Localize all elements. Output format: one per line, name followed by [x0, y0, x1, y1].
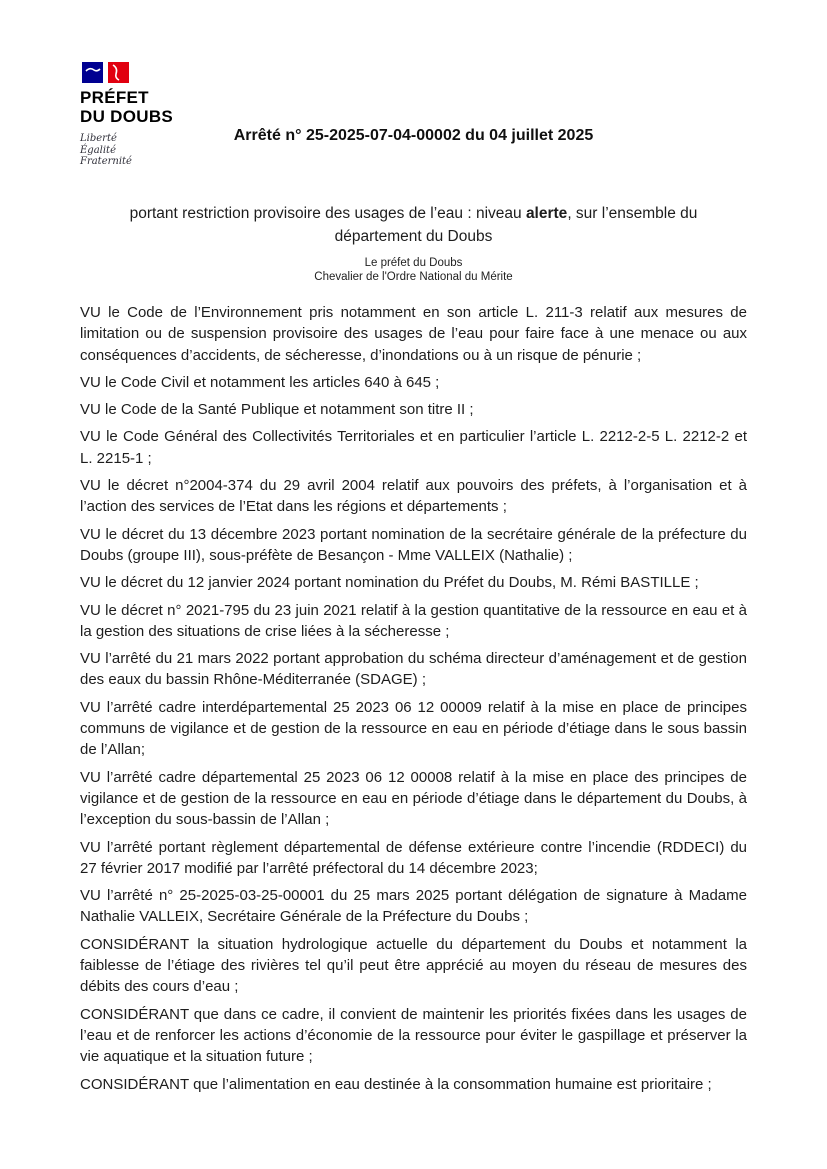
body-paragraph: VU l’arrêté cadre départemental 25 2023 06 12 00008 relatif à la mise en place des principes de vigilance et de gestion de la ressource en eau en période d’étiage dans le département du Doubs, à l’exception du sous-bassin de l’Allan ;: [80, 768, 747, 829]
body-paragraph: VU le Code Général des Collectivités Territoriales et en particulier l’article L. 2212-2-5 L. 2212-2 et L. 2215-1 ;: [80, 428, 747, 467]
subtitle-text-before: portant restriction provisoire des usages de l’eau : niveau: [129, 205, 526, 222]
document-title: Arrêté n° 25-2025-07-04-00002 du 04 juillet 2025: [233, 127, 594, 144]
issuer-distinction: Chevalier de l'Ordre National du Mérite: [314, 271, 513, 283]
motto-line-liberte: Liberté: [80, 133, 117, 144]
document-subtitle: [93, 202, 734, 248]
issuer-title: Le préfet du Doubs: [364, 257, 463, 269]
body-paragraph: VU le Code Civil et notamment les articles 640 à 645 ;: [80, 373, 440, 391]
body-paragraph: VU l’arrêté n° 25-2025-03-25-00001 du 25 mars 2025 portant délégation de signature à Madame Nathalie VALLEIX, Secrétaire Générale de la Préfecture du Doubs ;: [80, 887, 747, 926]
body-paragraph: VU le décret n° 2021-795 du 23 juin 2021 relatif à la gestion quantitative de la ressource en eau et à la gestion des situations de crise liées à la sécheresse ;: [80, 601, 747, 640]
body-paragraph: CONSIDÉRANT la situation hydrologique actuelle du département du Doubs et notamment la faiblesse de l’étiage des rivières tel qu’il peut être apprécié au moyen du réseau de mesures des débits des cours d’eau ;: [80, 935, 747, 996]
body-paragraph: VU l’arrêté portant règlement départemental de défense extérieure contre l’incendie (RDDECI) du 27 février 2017 modifié par l’arrêté préfectoral du 14 décembre 2023;: [80, 838, 747, 877]
motto-line-fraternite: Fraternité: [80, 156, 132, 167]
body-paragraph: VU l’arrêté du 21 mars 2022 portant approbation du schéma directeur d’aménagement et de gestion des eaux du bassin Rhône-Méditerranée (SDAGE) ;: [80, 650, 747, 689]
body-paragraph: CONSIDÉRANT que l’alimentation en eau destinée à la consommation humaine est prioritaire ;: [80, 1075, 712, 1093]
subtitle-alert-level: alerte: [525, 205, 568, 222]
prefecture-logo: [80, 62, 173, 168]
logo-institution-line2: DU DOUBS: [80, 106, 174, 126]
body-paragraph: CONSIDÉRANT que dans ce cadre, il convient de maintenir les priorités fixées dans les usages de l’eau et de renforcer les actions d’économie de la ressource pour éviter le gaspillage et préserver la vie aquatique et la situation future ;: [80, 1005, 747, 1066]
body-paragraph: VU le décret du 12 janvier 2024 portant nomination du Préfet du Doubs, M. Rémi BASTILLE ;: [80, 574, 699, 592]
logo-institution-line1: PRÉFET: [80, 88, 149, 107]
body-paragraph: VU l’arrêté cadre interdépartemental 25 2023 06 12 00009 relatif à la mise en place de principes communs de vigilance et de gestion de la ressource en eau en période d’étiage dans le sous bassin de l’Allan;: [80, 698, 747, 759]
subtitle-text-after: , sur l’ensemble du département du Doubs: [334, 205, 698, 245]
body-paragraph: VU le Code de l’Environnement pris notamment en son article L. 211-3 relatif aux mesures de limitation ou de suspension provisoire des usages de l’eau pour faire face à une menace ou aux conséquences d’accidents, de sécheresse, d’inondations ou à un risque de pénurie ;: [80, 304, 747, 364]
french-flag-icon: [82, 62, 173, 83]
motto-line-egalite: Égalité: [80, 144, 116, 156]
body-paragraph: VU le Code de la Santé Publique et notamment son titre II ;: [80, 401, 474, 419]
body-paragraph: VU le décret n°2004-374 du 29 avril 2004 relatif aux pouvoirs des préfets, à l’organisation et à l’action des services de l’Etat dans les régions et départements ;: [80, 477, 747, 516]
document-body: [80, 302, 747, 1101]
logo-institution-name: [80, 89, 173, 126]
body-paragraph: VU le décret du 13 décembre 2023 portant nomination de la secrétaire générale de la préfecture du Doubs (groupe III), sous-préfète de Besançon - Mme VALLEIX (Nathalie) ;: [80, 525, 747, 564]
issuer-block: [0, 256, 827, 284]
